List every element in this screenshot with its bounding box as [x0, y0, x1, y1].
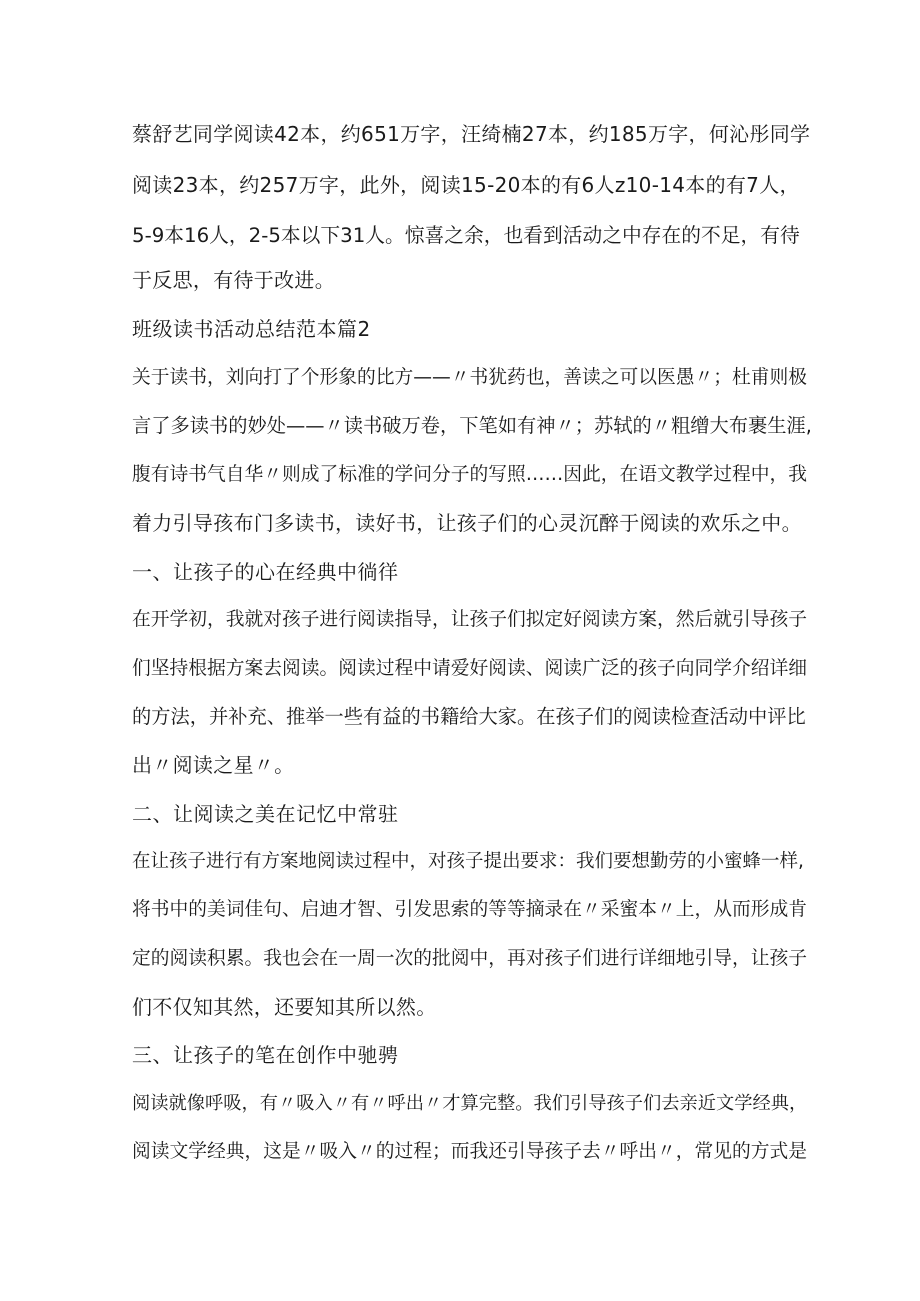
paragraph-4-line-3: 定的阅读积累。我也会在一周一次的批阅中，再对孩子们进行详细地引导，让孩子	[132, 948, 807, 969]
heading-3: 三、让孩子的笔在创作中驰骋	[132, 1043, 399, 1067]
paragraph-3-line-4: 出〃阅读之星〃。	[132, 753, 295, 777]
paragraph-1-line-4: 于反思，有待于改进。	[132, 268, 335, 292]
paragraph-2-line-3: 腹有诗书气自华〃则成了标准的学问分子的写照……因此，在语文教学过程中，我	[132, 464, 807, 485]
paragraph-2-line-4: 着力引导孩布门多读书，读好书，让孩子们的心灵沉醉于阅读的欢乐之中。	[132, 511, 802, 535]
paragraph-2-line-1: 关于读书，刘向打了个形象的比方——〃书犹药也，善读之可以医愚〃；杜甫则极	[132, 367, 807, 388]
paragraph-3-line-2: 们坚持根据方案去阅读。阅读过程中请爱好阅读、阅读广泛的孩子向同学介绍详细	[132, 658, 807, 679]
paragraph-4-line-1: 在让孩子进行有方案地阅读过程中，对孩子提出要求：我们要想勤劳的小蜜蜂一样,	[132, 851, 804, 872]
heading-1: 一、让孩子的心在经典中徜徉	[132, 560, 399, 584]
section-title: 班级读书活动总结范本篇2	[132, 317, 371, 341]
paragraph-2-line-2: 言了多读书的妙处——〃读书破万卷，下笔如有神〃；苏轼的〃粗缯大布裹生涯,	[132, 414, 812, 437]
paragraph-4-line-2: 将书中的美词佳句、启迪才智、引发思索的等等摘录在〃采蜜本〃上，从而形成肯	[132, 899, 807, 920]
paragraph-1-line-3: 5-9本16人，2-5本以下31人。惊喜之余，也看到活动之中存在的不足，有待	[132, 224, 800, 247]
paragraph-1-line-1: 蔡舒艺同学阅读42本，约651万字，汪绮楠27本，约185万字，何沁彤同学	[132, 122, 811, 146]
paragraph-5-line-2: 阅读文学经典，这是〃吸入〃的过程；而我还引导孩子去〃呼出〃，常见的方式是	[132, 1141, 807, 1162]
paragraph-1-line-2: 阅读23本，约257万字，此外，阅读15-20本的有6人z10-14本的有7人，	[132, 173, 800, 197]
paragraph-3-line-1: 在开学初，我就对孩子进行阅读指导，让孩子们拟定好阅读方案，然后就引导孩子	[132, 609, 807, 630]
heading-2: 二、让阅读之美在记忆中常驻	[132, 802, 399, 826]
paragraph-3-line-3: 的方法，并补充、推举一些有益的书籍给大家。在孩子们的阅读检查活动中评比	[132, 705, 806, 728]
paragraph-4-line-4: 们不仅知其然，还要知其所以然。	[132, 995, 437, 1019]
paragraph-5-line-1: 阅读就像呼吸，有〃吸入〃有〃呼出〃才算完整。我们引导孩子们去亲近文学经典，	[132, 1093, 808, 1114]
